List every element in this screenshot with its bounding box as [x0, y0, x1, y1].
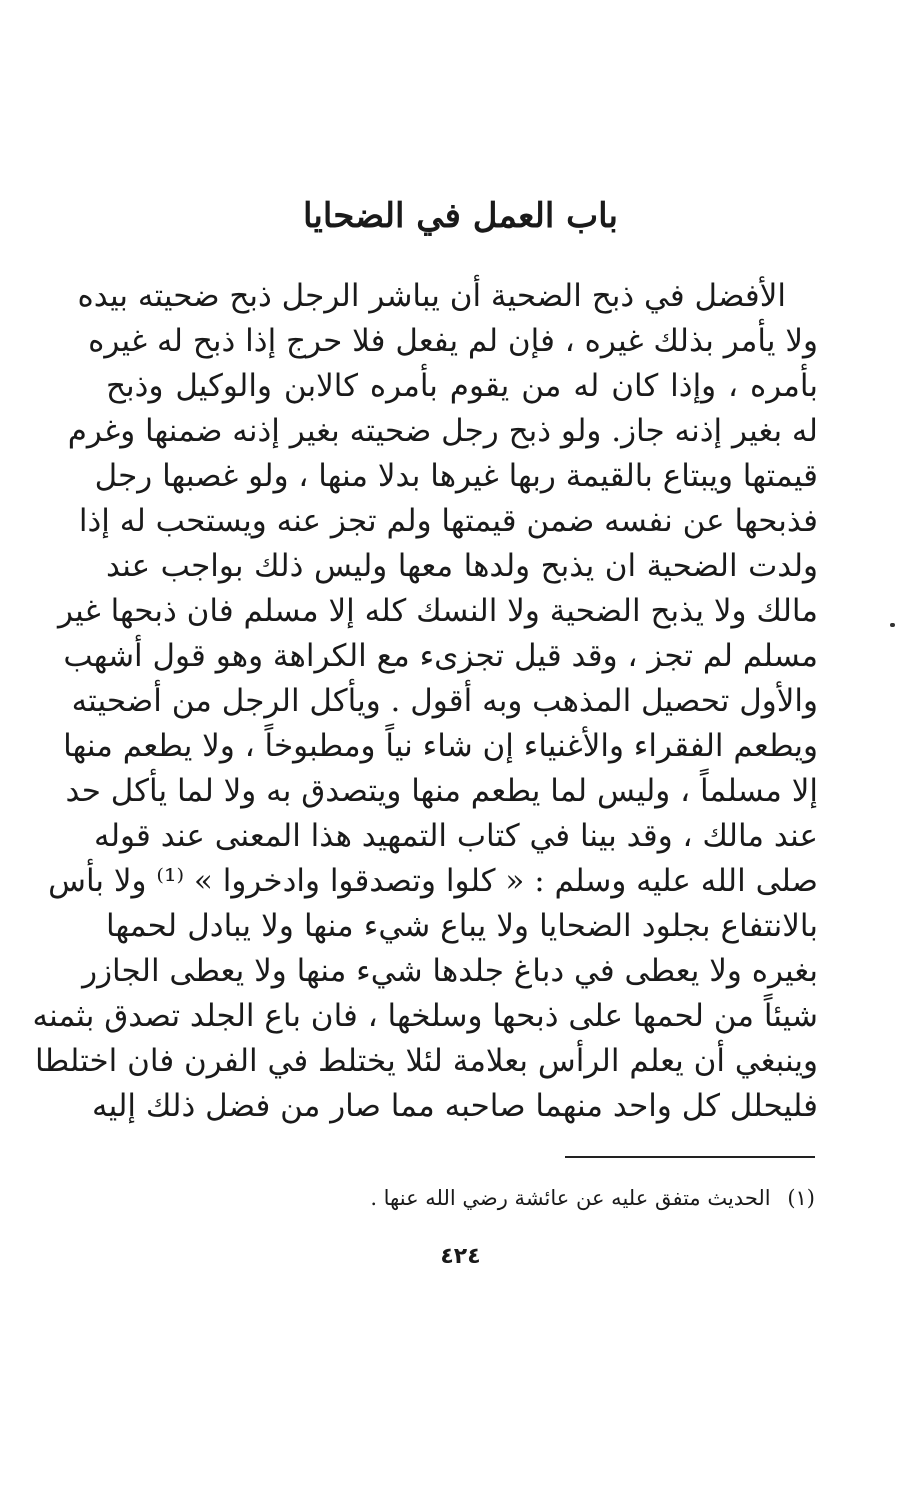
margin-speck	[890, 623, 895, 627]
text-line: الأفضل في ذبح الضحية أن يباشر الرجل ذبح ضحيته بيده	[77, 278, 786, 314]
footnote-marker: (١)	[787, 1186, 815, 1210]
text-line: مسلم لم تجز ، وقد قيل تجزىء مع الكراهة وهو قول أشهب	[63, 638, 818, 674]
text-line: إلا مسلماً ، وليس لما يطعم منها ويتصدق به ولا لما يأكل حد	[65, 773, 818, 809]
footnote-divider	[565, 1156, 815, 1158]
text-line: بغيره ولا يعطى في دباغ جلدها شيء منها ولا يعطى الجازر	[82, 953, 818, 989]
footnote-text: الحديث متفق عليه عن عائشة رضي الله عنها .	[370, 1186, 771, 1210]
text-line: ولا يأمر بذلك غيره ، فإن لم يفعل فلا حرج إذا ذبح له غيره	[88, 323, 818, 359]
text-line: وينبغي أن يعلم الرأس بعلامة لئلا يختلط في الفرن فان اختلطا	[35, 1043, 818, 1079]
text-line: له بغير إذنه جاز. ولو ذبح رجل ضحيته بغير إذنه ضمنها وغرم	[67, 413, 818, 449]
text-line: فذبحها عن نفسه ضمن قيمتها ولم تجز عنه ويستحب له إذا	[78, 503, 818, 539]
text-line: ويطعم الفقراء والأغنياء إن شاء نياً ومطبوخاً ، ولا يطعم منها	[63, 728, 818, 764]
body-text	[32, 274, 818, 1129]
text-line: ولدت الضحية ان يذبح ولدها معها وليس ذلك بواجب عند	[106, 548, 818, 584]
text-line: فليحلل كل واحد منهما صاحبه مما صار من فضل ذلك إليه	[91, 1088, 818, 1124]
text-line: بالانتفاع بجلود الضحايا ولا يباع شيء منها ولا يبادل لحمها	[106, 908, 818, 944]
page-number: ٤٢٤	[440, 1244, 481, 1269]
text-line: شيئاً من لحمها على ذبحها وسلخها ، فان باع الجلد تصدق بثمنه	[32, 998, 818, 1034]
footnote	[103, 1180, 815, 1216]
text-line: مالك ولا يذبح الضحية ولا النسك كله إلا مسلم فان ذبحها غير	[58, 593, 818, 629]
chapter-title: باب العمل في الضحايا	[303, 196, 618, 236]
text-line: صلى الله عليه وسلم : « كلوا وتصدقوا وادخروا » ⁽¹⁾ ولا بأس	[48, 863, 818, 899]
text-line: والأول تحصيل المذهب وبه أقول . ويأكل الرجل من أضحيته	[71, 683, 818, 719]
text-line: بأمره ، وإذا كان له من يقوم بأمره كالابن والوكيل وذبح	[106, 368, 818, 404]
text-line: عند مالك ، وقد بينا في كتاب التمهيد هذا المعنى عند قوله	[93, 818, 818, 854]
text-line: قيمتها ويبتاع بالقيمة ربها غيرها بدلا منها ، ولو غصبها رجل	[94, 458, 818, 494]
